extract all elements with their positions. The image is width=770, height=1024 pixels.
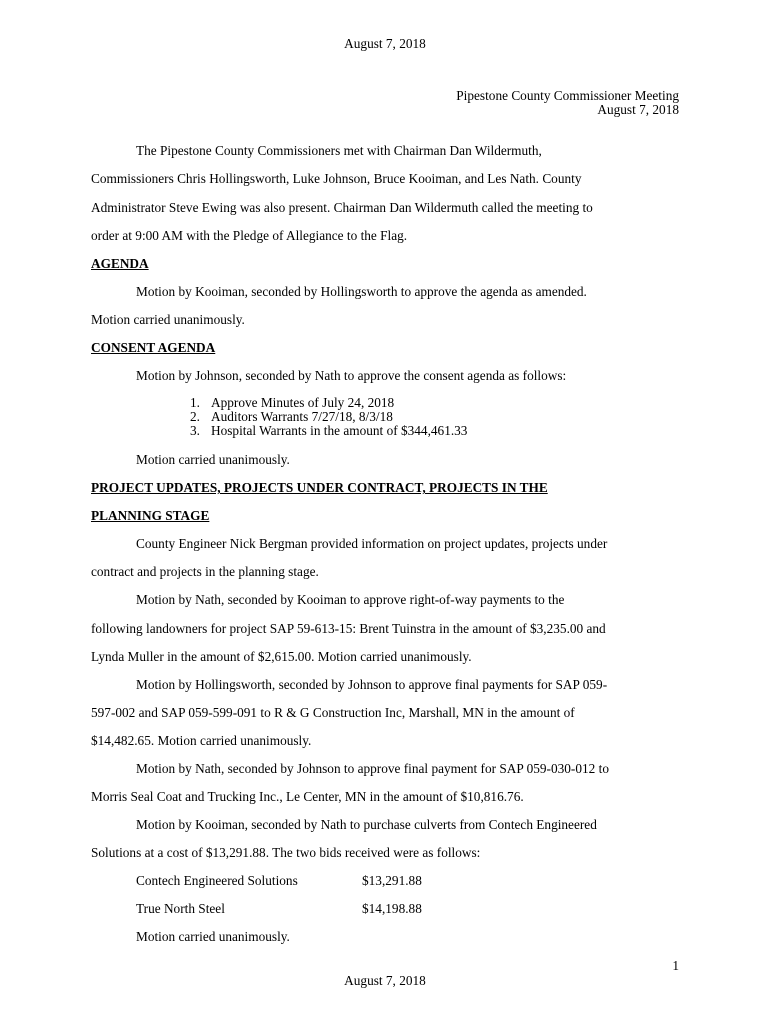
projects-line: Motion by Nath, seconded by Kooiman to approve right-of-way payments to the <box>136 592 565 607</box>
projects-line: Motion by Hollingsworth, seconded by Johnson to approve final payments for SAP 059- <box>136 677 608 692</box>
projects-line: Solutions at a cost of $13,291.88. The two bids received were as follows: <box>91 845 481 860</box>
intro-line: Commissioners Chris Hollingsworth, Luke Johnson, Bruce Kooiman, and Les Nath. County <box>91 171 582 186</box>
page-number: 1 <box>672 958 679 973</box>
projects-line: Lynda Muller in the amount of $2,615.00. Motion carried unanimously. <box>91 649 472 664</box>
footer-date: August 7, 2018 <box>344 973 426 988</box>
intro-line: Administrator Steve Ewing was also present. Chairman Dan Wildermuth called the meeting to <box>91 200 593 215</box>
bid-amount: $14,198.88 <box>362 901 422 916</box>
projects-line: 597-002 and SAP 059-599-091 to R & G Construction Inc, Marshall, MN in the amount of <box>91 705 575 720</box>
consent-motion: Motion by Johnson, seconded by Nath to approve the consent agenda as follows: <box>136 368 567 383</box>
agenda-heading: AGENDA <box>91 256 149 271</box>
projects-line: Morris Seal Coat and Trucking Inc., Le Center, MN in the amount of $10,816.76. <box>91 789 524 804</box>
intro-line: order at 9:00 AM with the Pledge of Allegiance to the Flag. <box>91 228 408 243</box>
meeting-date: August 7, 2018 <box>597 102 679 117</box>
projects-line: Motion by Nath, seconded by Johnson to approve final payment for SAP 059-030-012 to <box>136 761 609 776</box>
bid-amount: $13,291.88 <box>362 873 422 888</box>
projects-heading: PLANNING STAGE <box>91 508 210 523</box>
projects-line: $14,482.65. Motion carried unanimously. <box>91 733 312 748</box>
agenda-motion: Motion by Kooiman, seconded by Hollingsworth to approve the agenda as amended. <box>136 284 587 299</box>
consent-result: Motion carried unanimously. <box>136 452 290 467</box>
intro-line: The Pipestone County Commissioners met with Chairman Dan Wildermuth, <box>136 143 542 158</box>
agenda-result: Motion carried unanimously. <box>91 312 245 327</box>
header-date: August 7, 2018 <box>344 36 426 51</box>
consent-item: 2. Auditors Warrants 7/27/18, 8/3/18 <box>190 409 393 424</box>
projects-result: Motion carried unanimously. <box>136 929 290 944</box>
projects-line: County Engineer Nick Bergman provided information on project updates, projects under <box>136 536 608 551</box>
meeting-title: Pipestone County Commissioner Meeting <box>456 88 679 103</box>
projects-heading: PROJECT UPDATES, PROJECTS UNDER CONTRACT, PROJECTS IN THE <box>91 480 548 495</box>
bid-vendor: True North Steel <box>136 901 225 916</box>
projects-line: contract and projects in the planning stage. <box>91 564 319 579</box>
consent-agenda-heading: CONSENT AGENDA <box>91 340 216 355</box>
bid-vendor: Contech Engineered Solutions <box>136 873 298 888</box>
consent-item: 3. Hospital Warrants in the amount of $344,461.33 <box>190 423 468 438</box>
consent-item: 1. Approve Minutes of July 24, 2018 <box>190 395 395 410</box>
projects-line: Motion by Kooiman, seconded by Nath to purchase culverts from Contech Engineered <box>136 817 597 832</box>
projects-line: following landowners for project SAP 59-613-15: Brent Tuinstra in the amount of $3,235.00 and <box>91 621 606 636</box>
